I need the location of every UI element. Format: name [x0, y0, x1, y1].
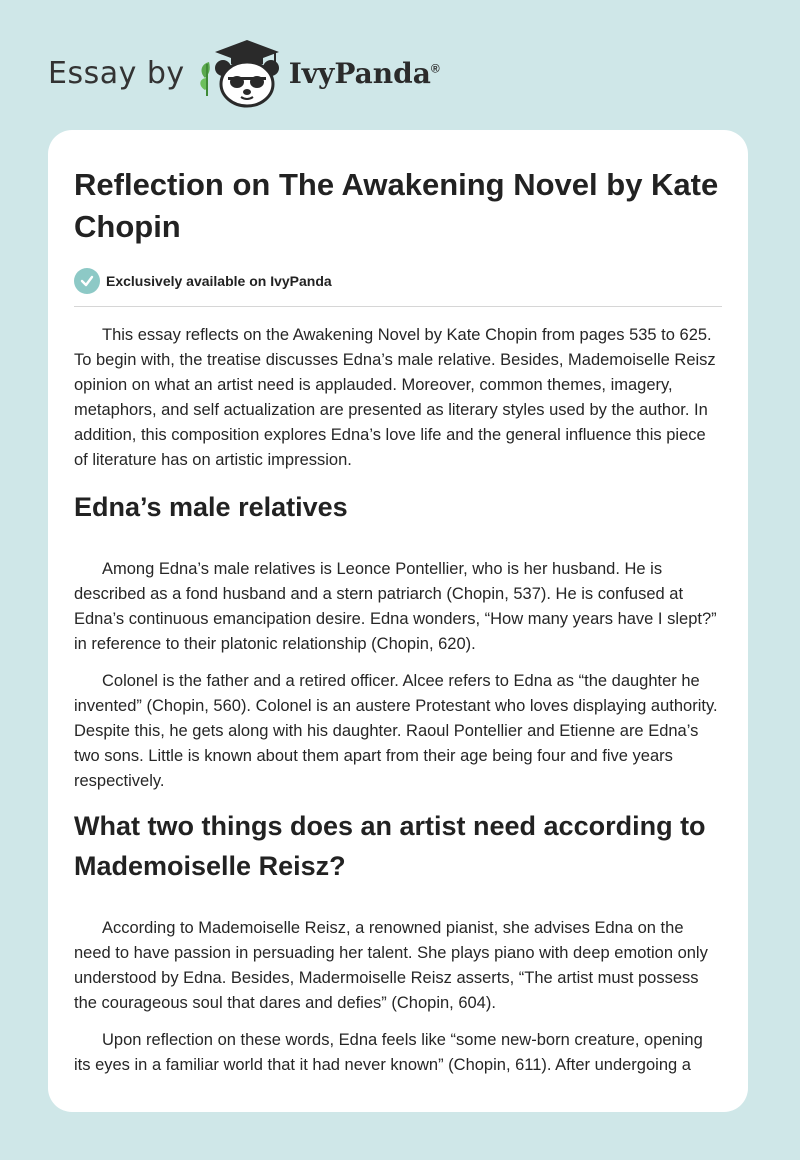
section-heading-artist-needs: What two things does an artist need according to Mademoiselle Reisz? [74, 811, 706, 881]
paragraph: Upon reflection on these words, Edna feels like “some new-born creature, opening its eyes in a familiar world that it had never known” (Chopin, 611). After undergoing a [74, 1031, 703, 1074]
site-header [48, 38, 440, 108]
intro-paragraph: This essay reflects on the Awakening Novel by Kate Chopin from pages 535 to 625. To begin with, the treatise discusses Edna’s male relative. Besides, Mademoiselle Reisz opinion on what an artist need is applauded. Moreover, common themes, imagery, metaphors, and self actualization are presented as literary styles used by the author. In addition, this composition explores Edna’s love life and the general influence this piece of literature has on artistic impression. [74, 326, 716, 469]
brand-name[interactable]: IvyPanda® [288, 56, 440, 90]
exclusive-badge [74, 268, 722, 294]
section-heading-male-relatives: Edna’s male relatives [74, 492, 348, 522]
paragraph: Among Edna’s male relatives is Leonce Pontellier, who is her husband. He is described as a fond husband and a stern patriarch (Chopin, 537). He is confused at Edna’s continuous emancipation desire. Edna wonders, “How many years have I slept?” in reference to their platonic relationship (Chopin, 620). [74, 560, 717, 653]
essay-title: Reflection on The Awakening Novel by Kate Chopin [74, 167, 719, 244]
divider [74, 306, 722, 307]
essay-card [48, 130, 748, 1112]
paragraph: According to Mademoiselle Reisz, a renowned pianist, she advises Edna on the need to have passion in persuading her talent. She plays piano with deep emotion only understood by Edna. Besides, Madermoiselle Reisz asserts, “The artist must possess the courageous soul that dares and defies” (Chopin, 604). [74, 919, 708, 1012]
essay-by-text: Essay by [48, 55, 185, 91]
panda-logo-icon[interactable] [195, 38, 287, 108]
paragraph: Colonel is the father and a retired officer. Alcee refers to Edna as “the daughter he invented” (Chopin, 560). Colonel is an austere Protestant who loves displaying authority. Despite this, he gets along with his daughter. Raoul Pontellier and Etienne are Edna’s two sons. Little is known about them apart from their age being four and five years respectively. [74, 672, 718, 790]
exclusive-label: Exclusively available on IvyPanda [106, 273, 332, 289]
check-icon [74, 268, 100, 294]
registered-mark: ® [430, 61, 440, 76]
essay-content [48, 130, 748, 1078]
